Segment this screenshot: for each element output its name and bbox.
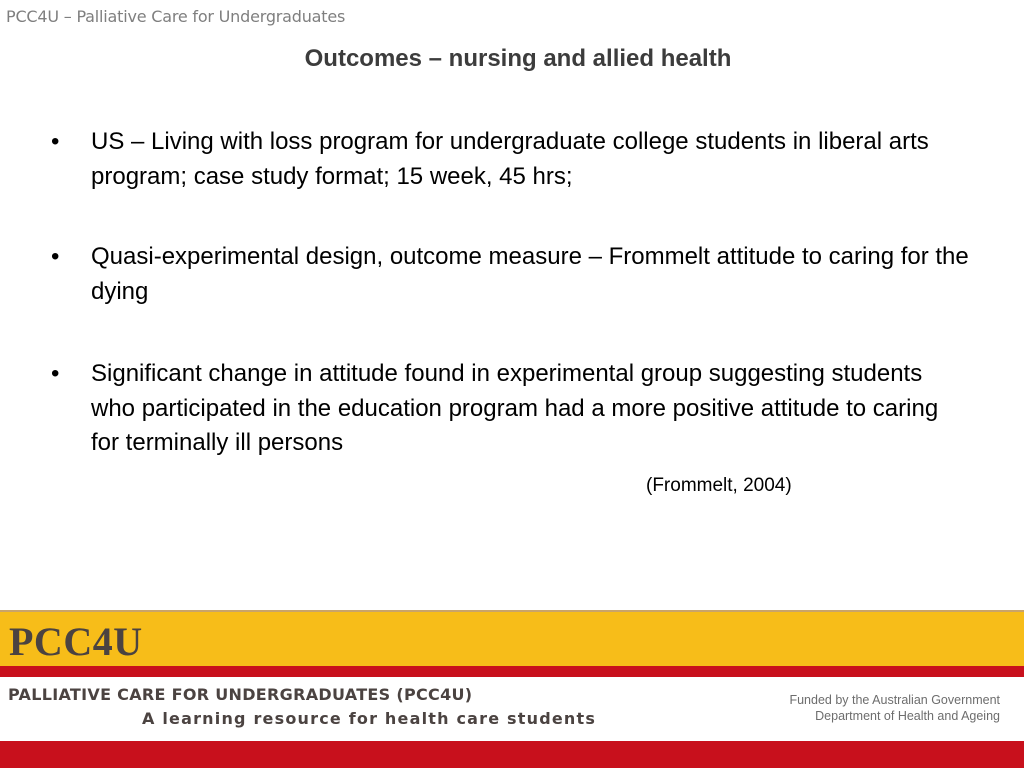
bullet-text: Significant change in attitude found in experimental group suggesting students who participated in the education program had a more positive attitude to caring for terminally ill persons xyxy=(91,360,939,456)
funding-line-2: Department of Health and Ageing xyxy=(815,709,1000,723)
slide-title: Outcomes – nursing and allied health xyxy=(304,45,732,72)
footer-info-band xyxy=(0,677,1024,741)
footer-red-stripe xyxy=(0,666,1024,677)
citation: (Frommelt, 2004) xyxy=(646,475,792,496)
bullet-dot-icon: • xyxy=(51,128,60,155)
program-name: PALLIATIVE CARE FOR UNDERGRADUATES (PCC4U) xyxy=(8,685,473,704)
footer-logo-band xyxy=(0,612,1024,666)
footer-red-band xyxy=(0,741,1024,768)
bullet-dot-icon: • xyxy=(51,243,60,270)
program-tagline: A learning resource for health care students xyxy=(142,709,597,728)
bullet-dot-icon: • xyxy=(51,360,60,387)
presentation-header: PCC4U – Palliative Care for Undergraduates xyxy=(6,7,346,26)
funding-line-1: Funded by the Australian Government xyxy=(789,693,1000,707)
bullet-text: Quasi-experimental design, outcome measure – Frommelt attitude to caring for the dying xyxy=(91,243,969,305)
footer-banner xyxy=(0,610,1024,768)
funding-credit xyxy=(789,692,1000,724)
pcc4u-logo: PCC4U xyxy=(9,619,143,664)
bullet-text: US – Living with loss program for undergraduate college students in liberal arts program; case study format; 15 week, 45 hrs; xyxy=(91,128,929,190)
